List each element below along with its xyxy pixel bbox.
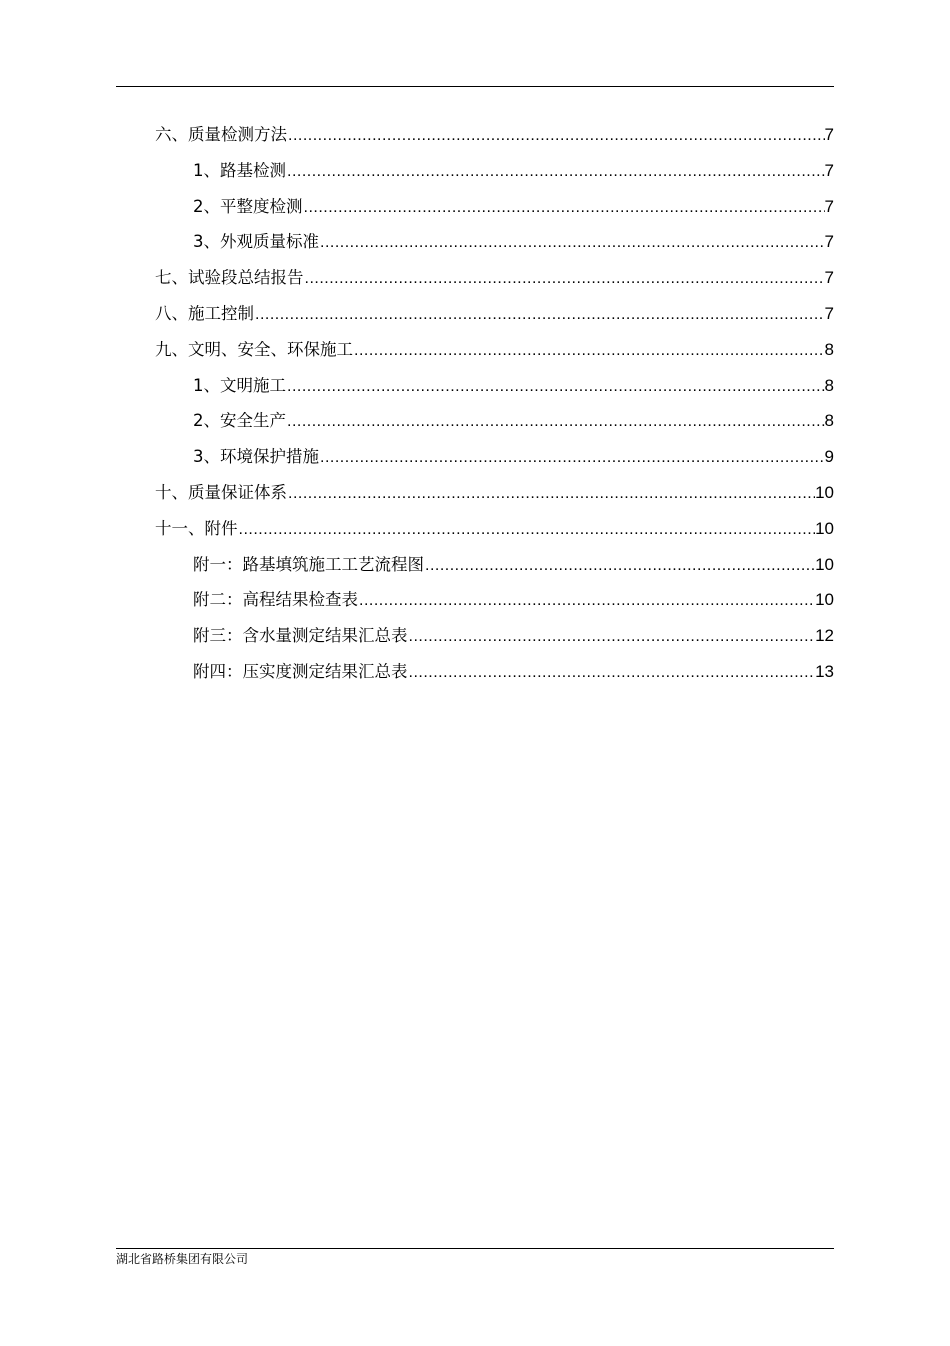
toc-entry-page-number: 7	[824, 196, 834, 216]
toc-dot-leader	[304, 261, 825, 296]
toc-entry[interactable]	[193, 224, 834, 260]
toc-entry-page-number: 7	[824, 160, 834, 180]
toc-entry-page-number: 10	[815, 590, 834, 610]
toc-entry-label: 附一：路基填筑施工工艺流程图	[193, 554, 424, 574]
toc-entry[interactable]	[155, 332, 834, 368]
toc-dot-leader	[319, 225, 825, 260]
toc-entry-label: 八、施工控制	[155, 304, 254, 323]
toc-entry-page-number: 8	[824, 375, 834, 395]
toc-dot-leader	[408, 619, 816, 654]
toc-dot-leader	[287, 476, 815, 511]
toc-entry-label: 附三：含水量测定结果汇总表	[193, 626, 408, 646]
header-rule	[116, 86, 834, 87]
toc-entry[interactable]	[193, 582, 834, 618]
toc-entry[interactable]	[155, 260, 834, 296]
toc-dot-leader	[238, 512, 816, 547]
toc-entry[interactable]	[155, 296, 834, 332]
toc-entry[interactable]	[193, 153, 834, 189]
toc-entry-label: 十、质量保证体系	[155, 483, 287, 502]
toc-entry-page-number: 10	[815, 518, 834, 538]
toc-entry-page-number: 8	[824, 339, 834, 359]
toc-dot-leader	[358, 583, 815, 618]
toc-entry[interactable]	[155, 117, 834, 153]
toc-entry-label: 附四：压实度测定结果汇总表	[193, 662, 408, 681]
toc-entry-label: 附二：高程结果检查表	[193, 590, 358, 610]
toc-dot-leader	[287, 118, 825, 153]
toc-entry-page-number: 8	[824, 411, 834, 431]
toc-entry[interactable]	[193, 189, 834, 225]
toc-entry-page-number: 12	[815, 626, 834, 646]
toc-dot-leader	[424, 548, 815, 583]
footer-company-name: 湖北省路桥集团有限公司	[116, 1252, 249, 1266]
toc-entry-label: 七、试验段总结报告	[155, 268, 304, 288]
toc-dot-leader	[303, 190, 825, 225]
toc-entry-label: 1、文明施工	[193, 375, 286, 395]
toc-entry-page-number: 10	[815, 483, 834, 502]
toc-dot-leader	[254, 297, 825, 332]
toc-entry-label: 六、质量检测方法	[155, 125, 287, 144]
toc-entry-label: 3、环境保护措施	[193, 447, 319, 467]
toc-entry-page-number: 13	[815, 662, 834, 681]
toc-entry-page-number: 9	[824, 447, 834, 467]
toc-dot-leader	[408, 655, 816, 690]
toc-dot-leader	[319, 440, 825, 475]
toc-entry-page-number: 7	[824, 268, 834, 288]
toc-entry[interactable]	[193, 618, 834, 654]
toc-entry-label: 十一、附件	[155, 518, 238, 538]
toc-entry-label: 九、文明、安全、环保施工	[155, 339, 353, 359]
toc-entry[interactable]	[155, 475, 834, 511]
toc-entry[interactable]	[193, 368, 834, 404]
toc-entry-page-number: 7	[824, 125, 834, 144]
footer-rule	[116, 1248, 834, 1249]
toc-entry-label: 2、平整度检测	[193, 196, 303, 216]
toc-dot-leader	[286, 369, 825, 404]
toc-entry-page-number: 7	[824, 304, 834, 323]
toc-entry[interactable]	[193, 403, 834, 439]
toc-entry-page-number: 7	[824, 232, 834, 252]
toc-entry-page-number: 10	[815, 554, 834, 574]
toc-entry[interactable]	[193, 547, 834, 583]
toc-dot-leader	[353, 333, 825, 368]
toc-entry[interactable]	[193, 439, 834, 475]
toc-dot-leader	[286, 404, 825, 439]
toc-entry-label: 1、路基检测	[193, 160, 286, 180]
toc-entry[interactable]	[193, 654, 834, 690]
toc-entry[interactable]	[155, 511, 834, 547]
toc-entry-label: 2、安全生产	[193, 411, 286, 431]
toc-entry-label: 3、外观质量标准	[193, 232, 319, 252]
toc-dot-leader	[286, 154, 825, 189]
